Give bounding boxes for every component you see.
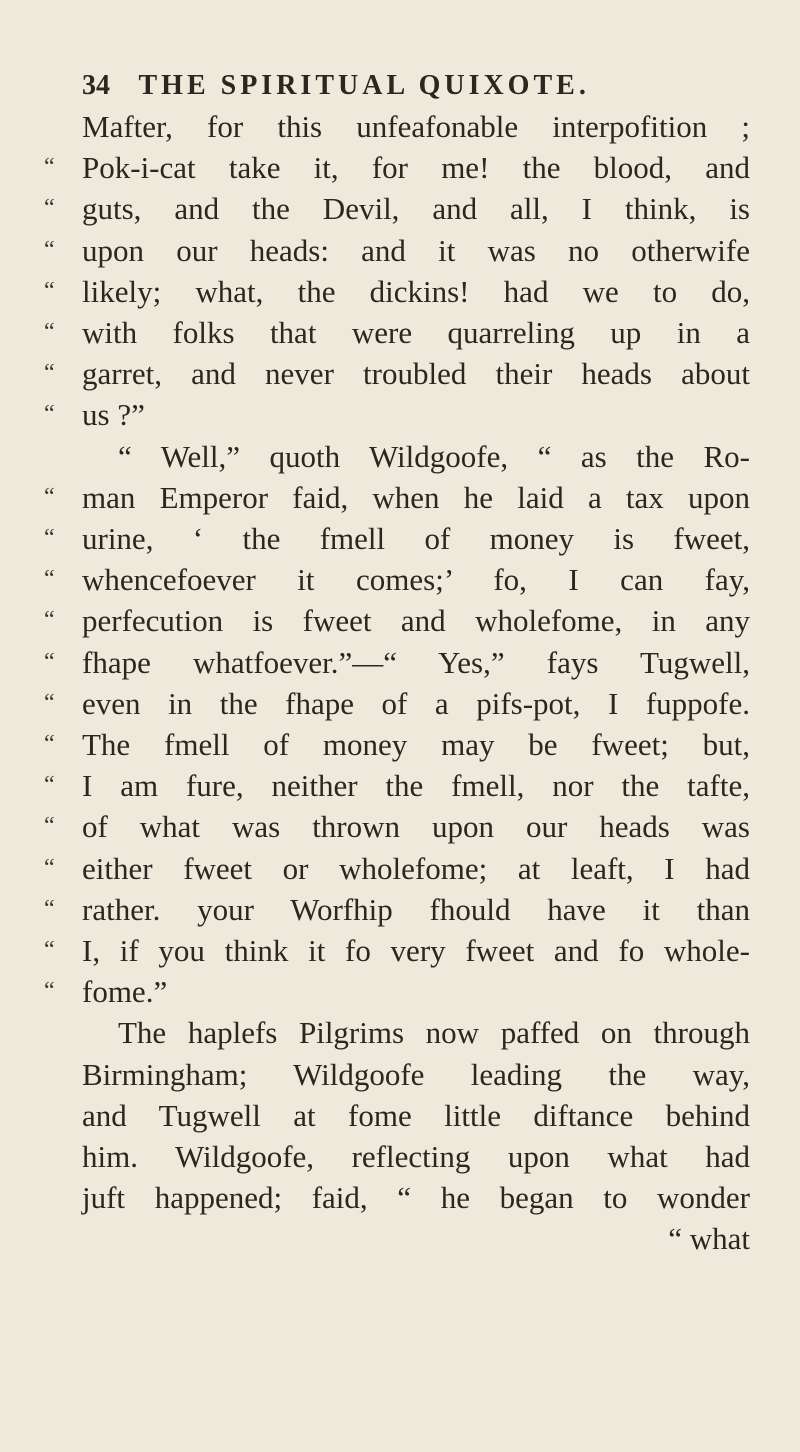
catchword: “ what [668, 1221, 750, 1257]
line-text: fhape whatfoever.”—“ Yes,” fays Tugwell, [82, 644, 750, 680]
quote-mark: “ [44, 360, 55, 387]
line-text: “ Well,” quoth Wildgoofe, “ as the Ro- [118, 438, 750, 474]
running-title: THE SPIRITUAL QUIXOTE. [138, 70, 590, 101]
line-text: us ?” [82, 397, 145, 433]
quote-mark: “ [44, 731, 55, 758]
line-text: him. Wildgoofe, reflecting upon what had [82, 1139, 750, 1175]
running-header [82, 70, 750, 102]
text-line [44, 147, 750, 188]
quote-mark: “ [44, 195, 55, 222]
quote-mark: “ [44, 525, 55, 552]
page-number: 34 [82, 70, 110, 101]
text-line [82, 1136, 750, 1177]
line-text: Birmingham; Wildgoofe leading the way, [82, 1056, 750, 1092]
line-text: rather. your Worfhip fhould have it than [82, 891, 750, 927]
text-line [44, 848, 750, 889]
text-line [44, 765, 750, 806]
text-line [44, 724, 750, 765]
text-line [44, 683, 750, 724]
line-text: The fmell of money may be fweet; but, [82, 727, 750, 763]
line-text: urine, ‘ the fmell of money is fweet, [82, 521, 750, 557]
text-line [44, 559, 750, 600]
text-line [82, 1095, 750, 1136]
text-line [44, 642, 750, 683]
line-text: upon our heads: and it was no otherwife [82, 232, 750, 268]
quote-mark: “ [44, 236, 55, 263]
text-line [44, 889, 750, 930]
line-text: of what was thrown upon our heads was [82, 809, 750, 845]
text-line [82, 106, 750, 147]
line-text: perfecution is fweet and wholefome, in any [82, 603, 750, 639]
quote-mark: “ [44, 937, 55, 964]
body-text [44, 106, 750, 1218]
text-line [44, 188, 750, 229]
line-text: fome.” [82, 974, 168, 1010]
text-line [82, 436, 750, 477]
line-text: with folks that were quarreling up in a [82, 315, 750, 351]
line-text: I, if you think it fo very fweet and fo whole- [82, 933, 750, 969]
text-line [44, 518, 750, 559]
line-text: likely; what, the dickins! had we to do, [82, 273, 750, 309]
text-line [82, 1012, 750, 1053]
text-line [44, 600, 750, 641]
line-text: garret, and never troubled their heads about [82, 356, 750, 392]
quote-mark: “ [44, 648, 55, 675]
line-text: I am fure, neither the fmell, nor the tafte, [82, 768, 750, 804]
line-text: juft happened; faid, “ he began to wonder [82, 1180, 750, 1216]
quote-mark: “ [44, 895, 55, 922]
quote-mark: “ [44, 483, 55, 510]
quote-mark: “ [44, 689, 55, 716]
quote-mark: “ [44, 154, 55, 181]
quote-mark: “ [44, 277, 55, 304]
text-line [44, 806, 750, 847]
text-line [44, 971, 750, 1012]
text-line [44, 477, 750, 518]
quote-mark: “ [44, 813, 55, 840]
quote-mark: “ [44, 566, 55, 593]
line-text: man Emperor faid, when he laid a tax upon [82, 479, 750, 515]
line-text: either fweet or wholefome; at leaft, I had [82, 850, 750, 886]
quote-mark: “ [44, 978, 55, 1005]
text-line [44, 353, 750, 394]
text-line [82, 1177, 750, 1218]
quote-mark: “ [44, 854, 55, 881]
line-text: guts, and the Devil, and all, I think, is [82, 191, 750, 227]
text-line [44, 930, 750, 971]
line-text: whencefoever it comes;’ fo, I can fay, [82, 562, 750, 598]
line-text: even in the fhape of a pifs-pot, I fuppofe. [82, 685, 750, 721]
line-text: The haplefs Pilgrims now paffed on through [118, 1015, 750, 1051]
quote-mark: “ [44, 319, 55, 346]
line-text: Pok-i-cat take it, for me! the blood, and [82, 150, 750, 186]
text-line [44, 271, 750, 312]
quote-mark: “ [44, 772, 55, 799]
text-line [44, 394, 750, 435]
quote-mark: “ [44, 401, 55, 428]
text-line [82, 1054, 750, 1095]
line-text: Mafter, for this unfeafonable interpofition ; [82, 109, 750, 144]
quote-mark: “ [44, 607, 55, 634]
text-line [44, 312, 750, 353]
line-text: and Tugwell at fome little diftance behind [82, 1097, 750, 1133]
text-line [44, 230, 750, 271]
